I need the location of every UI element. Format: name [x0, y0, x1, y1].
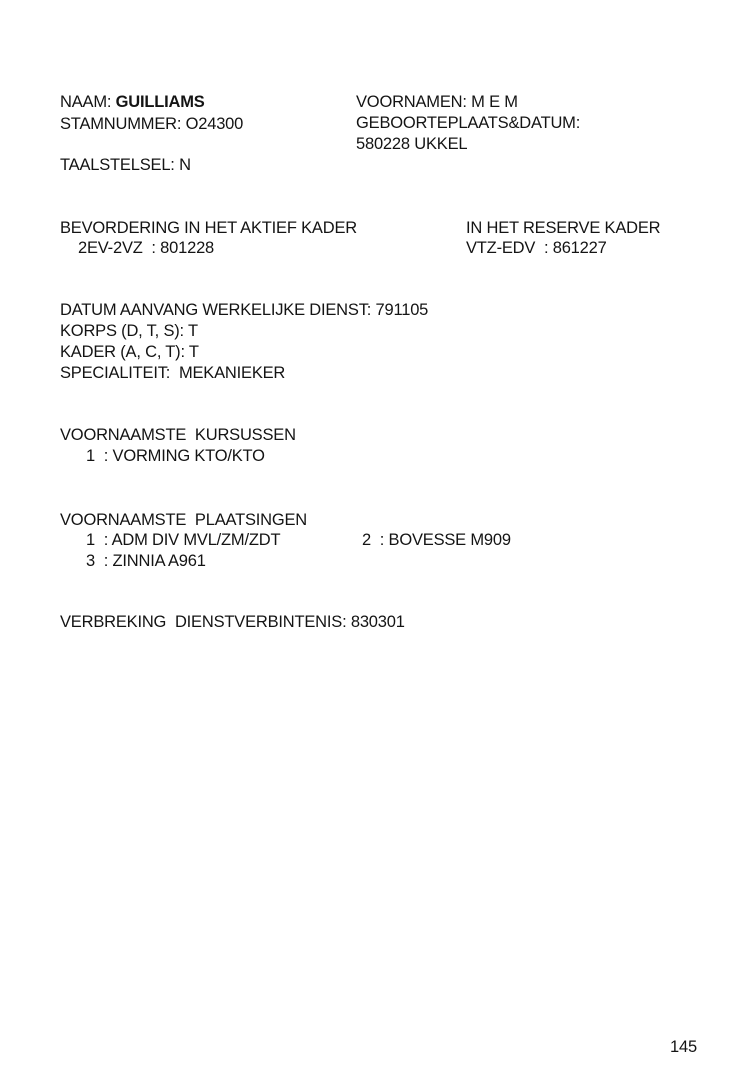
- bevordering-reserve-value: VTZ-EDV : 861227: [466, 239, 607, 257]
- kursus-item-1: 1 : VORMING KTO/KTO: [86, 447, 265, 465]
- stamnummer: STAMNUMMER: O24300: [60, 115, 244, 133]
- datum-aanvang: DATUM AANVANG WERKELIJKE DIENST: 791105: [60, 301, 429, 319]
- naam-line: [60, 92, 205, 112]
- geboorte-label: GEBOORTEPLAATS&DATUM:: [356, 114, 581, 132]
- plaatsingen-label: VOORNAAMSTE PLAATSINGEN: [60, 511, 308, 529]
- naam-label: NAAM:: [60, 93, 112, 111]
- verbreking: VERBREKING DIENSTVERBINTENIS: 830301: [60, 613, 405, 631]
- taalstelsel: TAALSTELSEL: N: [60, 156, 191, 174]
- bevordering-aktief-label: BEVORDERING IN HET AKTIEF KADER: [60, 219, 357, 237]
- kursussen-label: VOORNAAMSTE KURSUSSEN: [60, 426, 296, 444]
- specialiteit: SPECIALITEIT: MEKANIEKER: [60, 364, 286, 382]
- plaatsing-item-2: 2 : BOVESSE M909: [362, 531, 511, 549]
- bevordering-reserve-label: IN HET RESERVE KADER: [466, 219, 661, 237]
- bevordering-aktief-value: 2EV-2VZ : 801228: [78, 239, 215, 257]
- kader: KADER (A, C, T): T: [60, 343, 199, 361]
- korps: KORPS (D, T, S): T: [60, 322, 198, 340]
- plaatsing-item-1: 1 : ADM DIV MVL/ZM/ZDT: [86, 531, 281, 549]
- voornamen: VOORNAMEN: M E M: [356, 93, 518, 111]
- page-number: 145: [670, 1038, 697, 1056]
- plaatsing-item-3: 3 : ZINNIA A961: [86, 552, 206, 570]
- naam-value: GUILLIAMS: [115, 93, 205, 111]
- geboorte-value: 580228 UKKEL: [356, 135, 468, 153]
